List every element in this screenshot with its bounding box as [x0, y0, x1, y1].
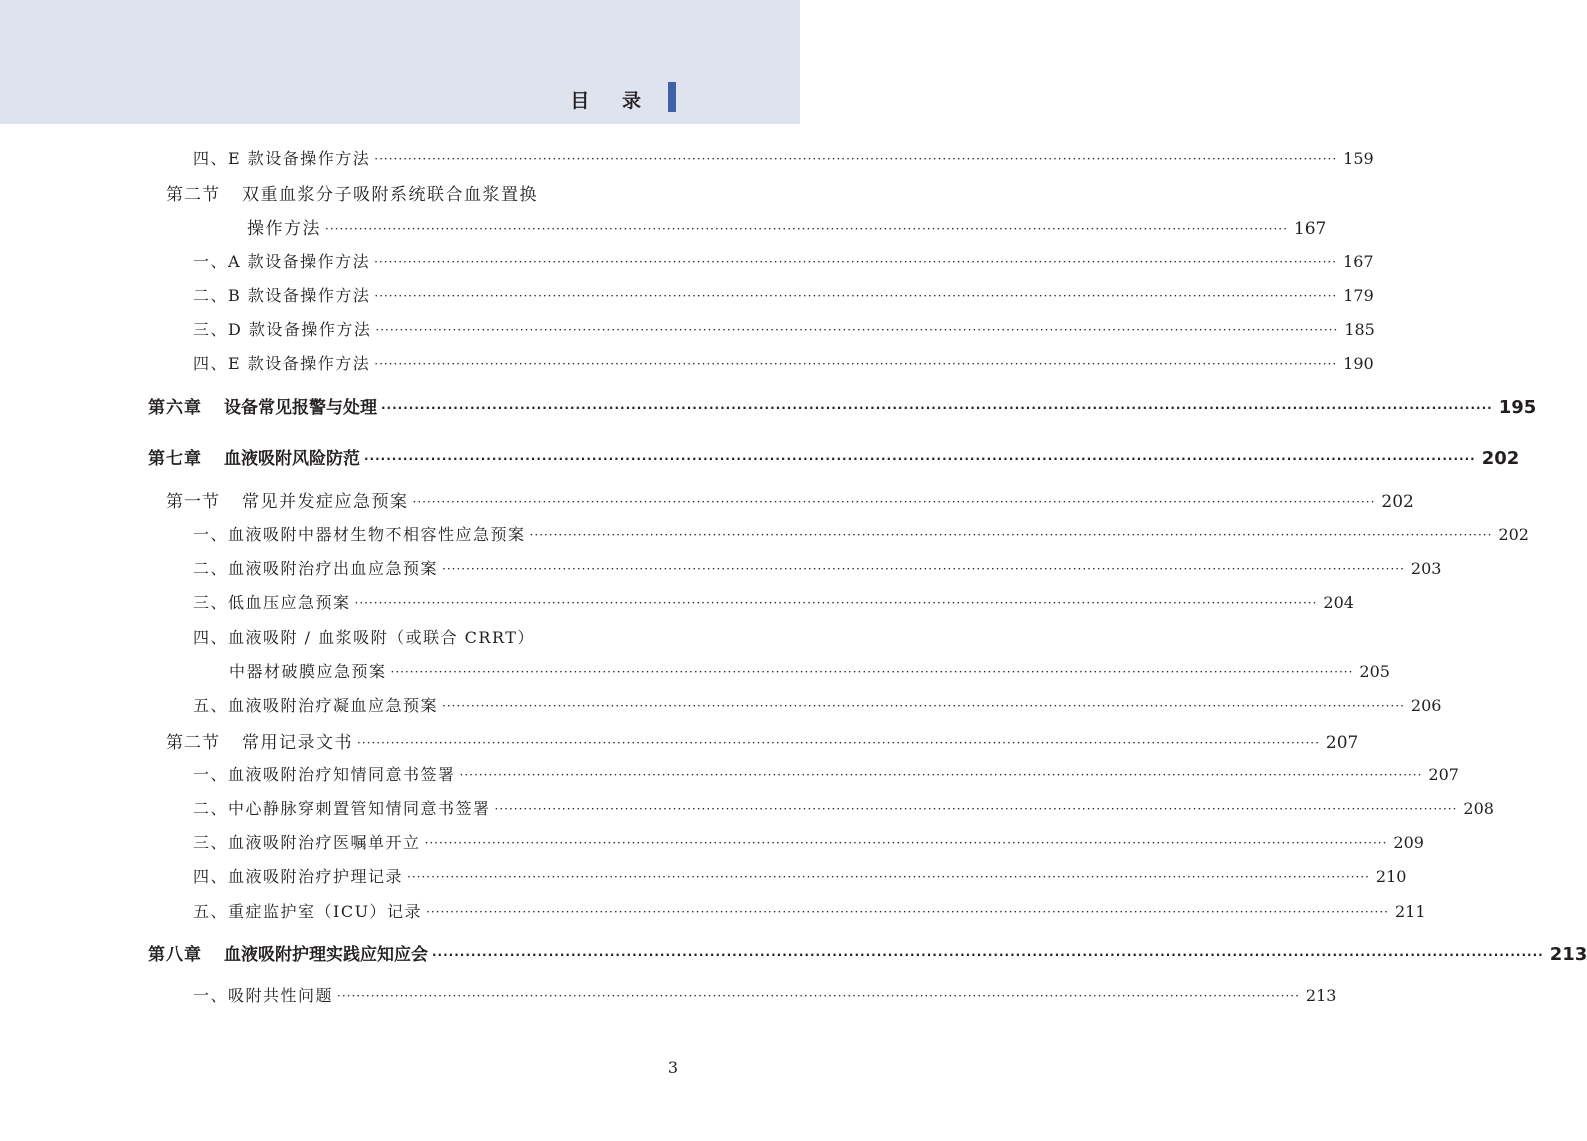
- toc-chapter-number: 第六章: [148, 398, 202, 418]
- toc-entry-title: 三、低血压应急预案: [193, 593, 351, 612]
- toc-section[interactable]: [166, 487, 1414, 512]
- toc-chapter-page: 195: [1498, 397, 1537, 418]
- leader-dots: ········································································································································································································: [374, 255, 1338, 269]
- toc-entry-title: 操作方法: [247, 219, 321, 239]
- toc-entry-page: 206: [1410, 696, 1442, 715]
- toc-entry-page: 213: [1305, 986, 1337, 1005]
- toc-entry-title: 一、血液吸附治疗知情同意书签署: [193, 765, 456, 784]
- leader-dots: ········································································································································································································: [357, 736, 1320, 750]
- toc-entry-page: 210: [1375, 867, 1407, 886]
- toc-entry-page: 207: [1428, 765, 1459, 784]
- toc-section-title: 常用记录文书: [242, 733, 353, 753]
- toc-entry-page: 205: [1359, 662, 1390, 681]
- toc-chapter-page: 213: [1549, 944, 1587, 965]
- toc-entry-page: 179: [1343, 286, 1374, 305]
- toc-entry-page: 159: [1343, 149, 1374, 168]
- toc-entry-title: 四、E 款设备操作方法: [193, 354, 371, 373]
- leader-dots: ········································································································································································································: [390, 665, 1354, 679]
- toc-section-page: 202: [1381, 492, 1414, 512]
- toc-chapter-title: 设备常见报警与处理: [224, 398, 377, 418]
- toc-chapter-title: 血液吸附风险防范: [224, 449, 360, 469]
- leader-dots: ········································································································································································································: [374, 152, 1338, 166]
- toc-entry-continuation[interactable]: [247, 214, 1327, 239]
- toc-section-number: 第二节: [166, 733, 220, 753]
- page-title: 目 录: [570, 90, 654, 112]
- leader-dots: ········································································································································································································: [432, 948, 1544, 962]
- leader-dots: ········································································································································································································: [354, 596, 1318, 610]
- toc-entry-title: 五、血液吸附治疗凝血应急预案: [193, 696, 439, 715]
- leader-dots: ········································································································································································································: [529, 528, 1493, 542]
- leader-dots: ········································································································································································································: [442, 562, 1405, 576]
- toc-section-title: 双重血浆分子吸附系统联合血浆置换: [242, 185, 538, 205]
- toc-entry-page: 209: [1393, 833, 1424, 852]
- leader-dots: ········································································································································································································: [459, 768, 1423, 782]
- toc-section-number: 第一节: [166, 492, 220, 512]
- toc-entry-page: 211: [1394, 902, 1426, 921]
- toc-entry[interactable]: [193, 556, 1442, 579]
- toc-entry-page: 202: [1498, 525, 1529, 544]
- toc-chapter[interactable]: [148, 393, 1537, 418]
- leader-dots: ········································································································································································································: [325, 222, 1288, 236]
- toc-entry[interactable]: [193, 590, 1354, 613]
- toc-entry[interactable]: [193, 522, 1529, 545]
- toc-entry-continuation[interactable]: [229, 659, 1390, 682]
- toc-entry-title: 四、E 款设备操作方法: [193, 149, 371, 168]
- toc-chapter-title: 血液吸附护理实践应知应会: [224, 945, 428, 965]
- leader-dots: ········································································································································································································: [374, 357, 1338, 371]
- toc-entry-page: 185: [1344, 320, 1375, 339]
- toc-chapter-page: 202: [1481, 448, 1520, 469]
- toc-chapter[interactable]: [148, 940, 1587, 965]
- toc-entry-title: 四、血液吸附 / 血浆吸附（或联合 CRRT）: [193, 628, 535, 647]
- toc-entry[interactable]: [193, 283, 1374, 306]
- toc-section[interactable]: [166, 180, 680, 205]
- leader-dots: ········································································································································································································: [412, 495, 1376, 509]
- toc-entry-page: 203: [1410, 559, 1442, 578]
- toc-section-title: 常见并发症应急预案: [242, 492, 409, 512]
- toc-section[interactable]: [166, 728, 1359, 753]
- toc-entry-title: 一、吸附共性问题: [193, 986, 334, 1005]
- leader-dots: ········································································································································································································: [426, 905, 1389, 919]
- toc-entry-title: 二、中心静脉穿刺置管知情同意书签署: [193, 799, 491, 818]
- toc-chapter-number: 第八章: [148, 945, 202, 965]
- leader-dots: ········································································································································································································: [494, 802, 1458, 816]
- toc-entry-title: 中器材破膜应急预案: [229, 662, 387, 681]
- toc-entry[interactable]: [193, 625, 680, 648]
- toc-chapter[interactable]: [148, 444, 1520, 469]
- toc-entry[interactable]: [193, 351, 1374, 374]
- toc-entry[interactable]: [193, 762, 1459, 785]
- page-number: 3: [667, 1058, 678, 1077]
- toc-entry-title: 五、重症监护室（ICU）记录: [193, 902, 423, 921]
- leader-dots: ········································································································································································································: [381, 401, 1493, 415]
- toc-entry[interactable]: [193, 249, 1374, 272]
- toc-entry[interactable]: [193, 317, 1375, 340]
- toc-entry-page: 204: [1323, 593, 1354, 612]
- toc-entry-title: 四、血液吸附治疗护理记录: [193, 867, 404, 886]
- toc-chapter-number: 第七章: [148, 449, 202, 469]
- toc-entry-title: 三、D 款设备操作方法: [193, 320, 372, 339]
- leader-dots: ········································································································································································································: [337, 989, 1300, 1003]
- leader-dots: ········································································································································································································: [424, 836, 1388, 850]
- toc-entry[interactable]: [193, 693, 1442, 716]
- toc-entry-page: 167: [1343, 252, 1374, 271]
- toc-section-page: 207: [1325, 733, 1359, 753]
- toc-entry-title: 一、A 款设备操作方法: [193, 252, 371, 271]
- leader-dots: ········································································································································································································: [442, 699, 1405, 713]
- leader-dots: ········································································································································································································: [375, 323, 1339, 337]
- leader-dots: ········································································································································································································: [407, 870, 1370, 884]
- leader-dots: ········································································································································································································: [364, 452, 1476, 466]
- toc-entry[interactable]: [193, 864, 1407, 887]
- toc-entry[interactable]: [193, 983, 1337, 1006]
- toc-entry-page: 208: [1463, 799, 1494, 818]
- toc-entry-title: 二、B 款设备操作方法: [193, 286, 371, 305]
- leader-dots: ········································································································································································································: [374, 289, 1338, 303]
- toc-entry[interactable]: [193, 796, 1494, 819]
- toc-entry-title: 二、血液吸附治疗出血应急预案: [193, 559, 439, 578]
- toc-entry-page: 167: [1293, 219, 1327, 239]
- toc-entry[interactable]: [193, 146, 1374, 169]
- toc-section-number: 第二节: [166, 185, 220, 205]
- toc-entry-page: 190: [1343, 354, 1374, 373]
- toc-entry-title: 三、血液吸附治疗医嘱单开立: [193, 833, 421, 852]
- toc-entry[interactable]: [193, 899, 1426, 922]
- toc-entry-title: 一、血液吸附中器材生物不相容性应急预案: [193, 525, 526, 544]
- toc-entry[interactable]: [193, 830, 1424, 853]
